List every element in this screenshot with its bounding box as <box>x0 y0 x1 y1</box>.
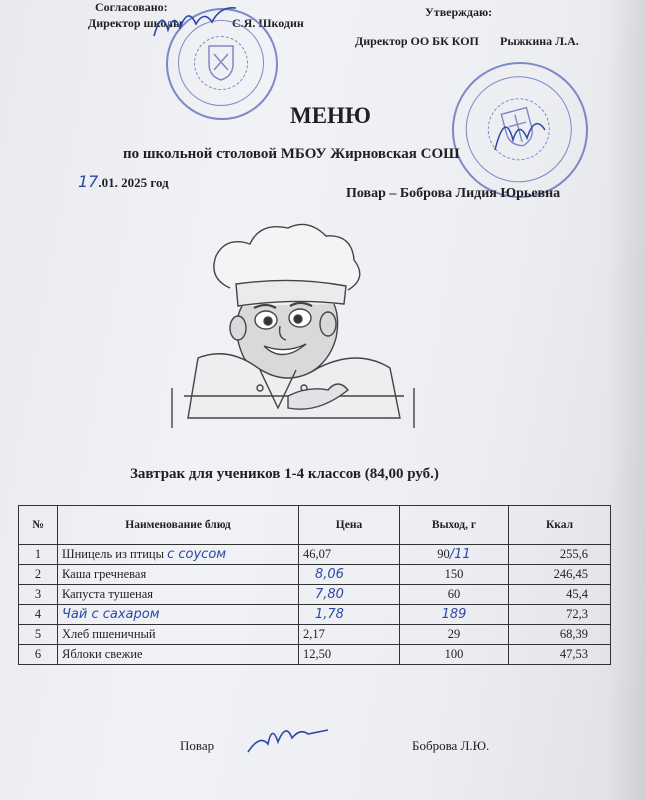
row-price <box>299 605 400 625</box>
row-output <box>400 545 509 565</box>
row-output <box>400 585 509 605</box>
cook-line: Повар – Боброва Лидия Юрьевна <box>346 186 561 201</box>
table-row <box>19 605 611 625</box>
output-value: 90 <box>437 547 450 561</box>
coat-of-arms-icon <box>206 44 236 82</box>
header-output: Выход, г <box>400 506 509 545</box>
school-subtitle: по школьной столовой МБОУ Жирновская СОШ <box>123 146 460 162</box>
row-dish <box>58 545 299 565</box>
menu-title: МЕНЮ <box>290 103 371 128</box>
price-handwritten: 7,80 <box>315 587 344 602</box>
approver-signature-icon <box>485 100 555 160</box>
table-row <box>19 585 611 605</box>
row-price <box>299 625 400 645</box>
menu-date <box>78 172 169 191</box>
footer-cook-label: Повар <box>180 738 215 753</box>
dish-note-handwritten: с соусом <box>167 547 227 562</box>
menu-table <box>18 505 611 665</box>
date-rest: .01. 2025 год <box>98 175 169 190</box>
price-handwritten: 1,78 <box>315 607 344 622</box>
date-day-handwritten: 17 <box>78 172 99 191</box>
table-row <box>19 645 611 665</box>
table-header-row <box>19 506 611 545</box>
output-value: 100 <box>444 647 464 661</box>
dish-note-handwritten: Чай с сахаром <box>62 607 160 622</box>
header-number: № <box>19 506 58 545</box>
row-number: 2 <box>19 565 58 585</box>
header-dish: Наименование блюд <box>58 506 299 545</box>
table-row <box>19 625 611 645</box>
header-price: Цена <box>299 506 400 545</box>
dish-name: Каша гречневая <box>62 567 147 581</box>
approve-position: Директор ОО БК КОП <box>355 34 479 48</box>
row-kcal: 255,6 <box>509 545 611 565</box>
director-signature-icon <box>150 2 240 42</box>
row-dish <box>58 585 299 605</box>
chef-illustration <box>168 218 418 428</box>
row-price <box>299 545 400 565</box>
price-value: 46,07 <box>303 547 332 561</box>
meal-title: Завтрак для учеников 1-4 классов (84,00 руб.) <box>130 466 439 482</box>
row-price <box>299 565 400 585</box>
output-value: 150 <box>444 567 464 581</box>
approve-name: Рыжкина Л.А. <box>500 34 579 48</box>
row-dish <box>58 645 299 665</box>
header-kcal: Ккал <box>509 506 611 545</box>
approve-label: Утверждаю: <box>425 5 493 19</box>
output-handwritten: 189 <box>441 607 467 622</box>
agreed-position: Директор школы <box>88 16 183 30</box>
row-number: 1 <box>19 545 58 565</box>
row-number: 5 <box>19 625 58 645</box>
agreed-name: С.Я. Шкодин <box>232 16 304 30</box>
row-kcal: 68,39 <box>509 625 611 645</box>
row-kcal: 45,4 <box>509 585 611 605</box>
row-kcal: 72,3 <box>509 605 611 625</box>
table-row <box>19 565 611 585</box>
row-output <box>400 645 509 665</box>
row-output <box>400 625 509 645</box>
row-kcal: 246,45 <box>509 565 611 585</box>
table-row <box>19 545 611 565</box>
output-handwritten: /11 <box>449 547 471 562</box>
output-value: 60 <box>447 587 461 601</box>
row-output <box>400 565 509 585</box>
price-value: 2,17 <box>303 627 325 641</box>
price-handwritten: 8,06 <box>315 567 344 582</box>
row-kcal: 47,53 <box>509 645 611 665</box>
page-shadow <box>605 0 645 800</box>
dish-name: Яблоки свежие <box>62 647 143 661</box>
row-dish <box>58 605 299 625</box>
row-price <box>299 645 400 665</box>
row-dish <box>58 565 299 585</box>
row-number: 4 <box>19 605 58 625</box>
row-price <box>299 585 400 605</box>
footer-cook-name: Боброва Л.Ю. <box>412 738 490 753</box>
dish-name: Шницель из птицы <box>62 547 164 561</box>
row-output <box>400 605 509 625</box>
output-value: 29 <box>447 627 461 641</box>
dish-name: Капуста тушеная <box>62 587 154 601</box>
row-number: 6 <box>19 645 58 665</box>
price-value: 12,50 <box>303 647 332 661</box>
row-dish <box>58 625 299 645</box>
agreed-label: Согласовано: <box>95 0 168 14</box>
dish-name: Хлеб пшеничный <box>62 627 156 641</box>
cook-signature-icon <box>242 714 332 758</box>
row-number: 3 <box>19 585 58 605</box>
